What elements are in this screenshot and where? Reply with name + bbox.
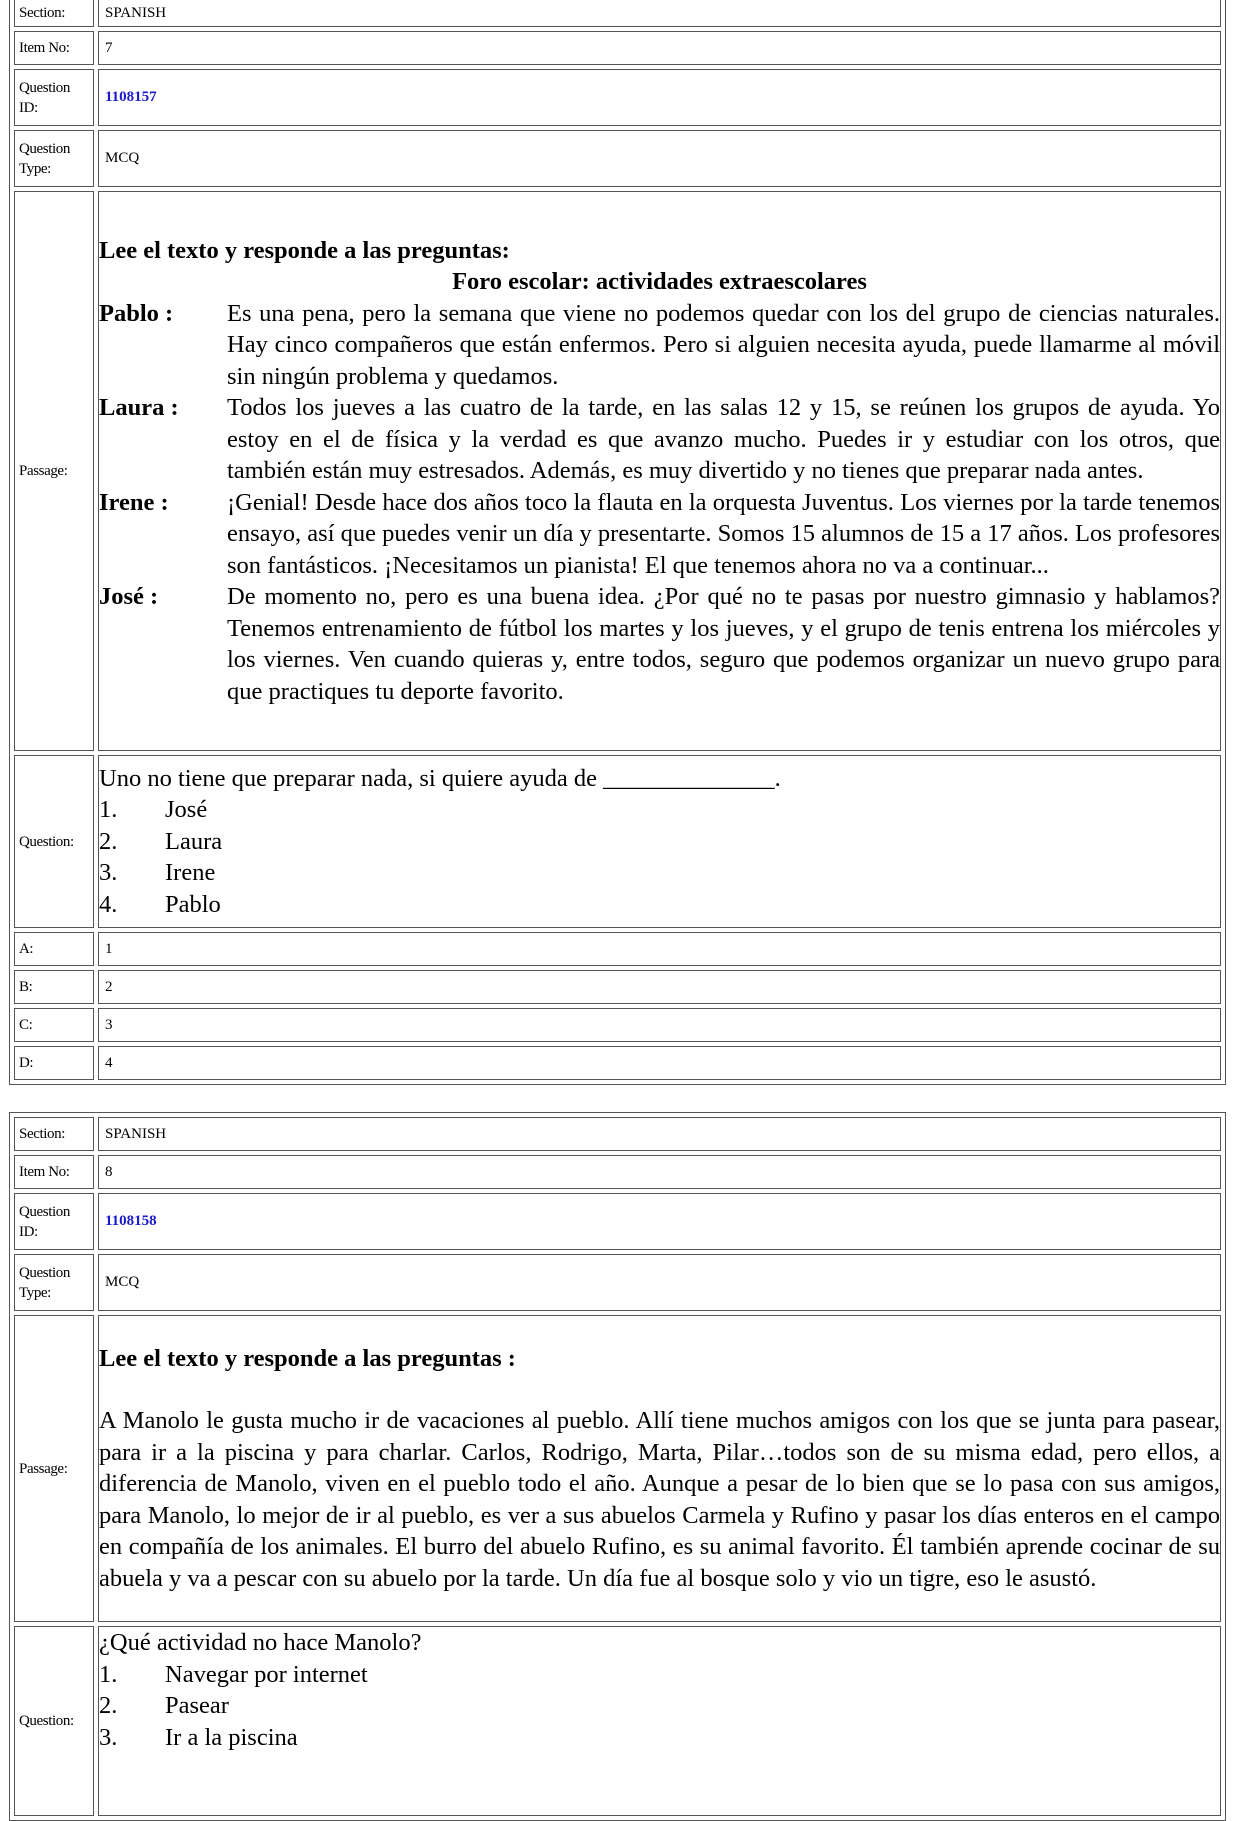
- option-text: Navegar por internet: [165, 1660, 368, 1688]
- question-stem: ¿Qué actividad no hace Manolo?: [99, 1629, 422, 1656]
- question-content: [98, 755, 1221, 928]
- option-number: 3.: [99, 1723, 118, 1751]
- item-no-value: 7: [98, 31, 1221, 65]
- passage-heading: Lee el texto y responde a las preguntas:: [99, 236, 510, 264]
- question-id-link[interactable]: 1108157: [105, 89, 157, 105]
- option-text: José: [165, 796, 208, 824]
- answer-a-label: A:: [14, 932, 94, 966]
- question-content: [98, 1626, 1221, 1816]
- speaker-text: Es una pena, pero la semana que viene no podemos quedar con los del grupo de ciencias naturales. Hay cinco compañeros que están enfermos. Pero si alguien necesita ayuda, puede llamarme al móvil sin ningún problema y quedamos.: [227, 299, 1220, 390]
- question-card-item-7: [9, 0, 1226, 1085]
- speaker-name: Pablo :: [99, 299, 174, 327]
- option-item: [99, 1659, 1220, 1691]
- answer-b-value: 2: [98, 970, 1221, 1004]
- option-text: Pablo: [165, 890, 221, 918]
- passage-heading: Lee el texto y responde a las preguntas :: [99, 1344, 516, 1372]
- option-number: 3.: [99, 859, 118, 887]
- passage-label: Passage:: [14, 1315, 94, 1622]
- speaker-name: José :: [99, 583, 159, 611]
- option-text: Irene: [165, 859, 216, 887]
- item-no-label: Item No:: [14, 31, 94, 65]
- answer-d-value: 4: [98, 1046, 1221, 1080]
- section-label: Section:: [14, 1117, 94, 1151]
- passage-label: Passage:: [14, 191, 94, 751]
- question-type-label: Question Type:: [14, 1254, 94, 1311]
- answer-d-label: D:: [14, 1046, 94, 1080]
- option-number: 2.: [99, 1692, 118, 1719]
- speaker-entry: [99, 581, 1220, 707]
- question-id-link[interactable]: 1108158: [105, 1213, 157, 1229]
- option-item: [99, 1690, 1220, 1722]
- question-id-label: Question ID:: [14, 69, 94, 126]
- section-value: SPANISH: [98, 1117, 1221, 1151]
- option-text: Laura: [165, 827, 223, 855]
- passage-content: [98, 1315, 1221, 1622]
- passage-subheading: Foro escolar: actividades extraescolares: [452, 268, 867, 296]
- question-type-value: MCQ: [98, 130, 1221, 187]
- question-label: Question:: [14, 755, 94, 928]
- speaker-name: Irene :: [99, 488, 169, 516]
- option-number: 2.: [99, 827, 118, 855]
- option-item: [99, 794, 1220, 826]
- item-no-label: Item No:: [14, 1155, 94, 1189]
- option-item: [99, 889, 1220, 921]
- answer-c-value: 3: [98, 1008, 1221, 1042]
- question-stem: Uno no tiene que preparar nada, si quiere ayuda de ______________.: [99, 764, 781, 792]
- speaker-entry: [99, 487, 1220, 582]
- section-label: Section:: [14, 0, 94, 27]
- speaker-text: Todos los jueves a las cuatro de la tarde, en las salas 12 y 15, se reúnen los grupos de ayuda. Yo estoy en el de física y la verdad es que avanzo mucho. Puedes ir y estudiar con los otros, que también están muy estresados. Además, es muy divertido y no tienes que preparar nada antes.: [227, 394, 1220, 485]
- answer-b-label: B:: [14, 970, 94, 1004]
- question-label: Question:: [14, 1626, 94, 1816]
- speaker-entry: [99, 298, 1220, 393]
- speaker-entry: [99, 392, 1220, 487]
- option-item: [99, 857, 1220, 889]
- passage-body: A Manolo le gusta mucho ir de vacaciones al pueblo. Allí tiene muchos amigos con los que se junta para pasear, para ir a la piscina y para charlar. Carlos, Rodrigo, Marta, Pilar…todos son de su misma edad, pero ellos, a diferencia de Manolo, viven en el pueblo todo el año. Aunque a pesar de lo bien que se lo pasa con sus amigos, para Manolo, lo mejor de ir al pueblo, es ver a sus abuelos Carmela y Rufino y pasar los días enteros en el campo en compañía de los animales. El burro del abuelo Rufino, es su animal favorito. Él también aprende cocinar de su abuela y va a pescar con su abuelo por la tarde. Un día fue al bosque solo y vio un tigre, eso le asustó.: [99, 1407, 1220, 1592]
- speaker-text: De momento no, pero es una buena idea. ¿Por qué no te pasas por nuestro gimnasio y hablamos? Tenemos entrenamiento de fútbol los martes y los jueves, y el grupo de tenis entrena los miércoles y los viernes. Ven cuando quieras y, entre todos, seguro que podemos organizar un nuevo grupo para que practiques tu deporte favorito.: [227, 583, 1220, 705]
- option-number: 1.: [99, 796, 118, 824]
- answer-a-value: 1: [98, 932, 1221, 966]
- question-type-label: Question Type:: [14, 130, 94, 187]
- question-card-item-8: [9, 1112, 1226, 1821]
- passage-content: [98, 191, 1221, 751]
- section-value: SPANISH: [98, 0, 1221, 27]
- speaker-name: Laura :: [99, 394, 179, 422]
- option-text: Pasear: [165, 1692, 229, 1719]
- option-number: 1.: [99, 1660, 118, 1688]
- speaker-text: ¡Genial! Desde hace dos años toco la flauta en la orquesta Juventus. Los viernes por la tarde tenemos ensayo, así que puedes venir un día y presentarte. Somos 15 alumnos de 15 a 17 años. Los profesores son fantásticos. ¡Necesitamos un pianista! El que tenemos ahora no va a continuar...: [227, 488, 1220, 579]
- option-text: Ir a la piscina: [165, 1723, 298, 1751]
- option-number: 4.: [99, 890, 118, 918]
- option-item: [99, 826, 1220, 858]
- question-id-label: Question ID:: [14, 1193, 94, 1250]
- option-item: [99, 1722, 1220, 1754]
- question-type-value: MCQ: [98, 1254, 1221, 1311]
- answer-c-label: C:: [14, 1008, 94, 1042]
- item-no-value: 8: [98, 1155, 1221, 1189]
